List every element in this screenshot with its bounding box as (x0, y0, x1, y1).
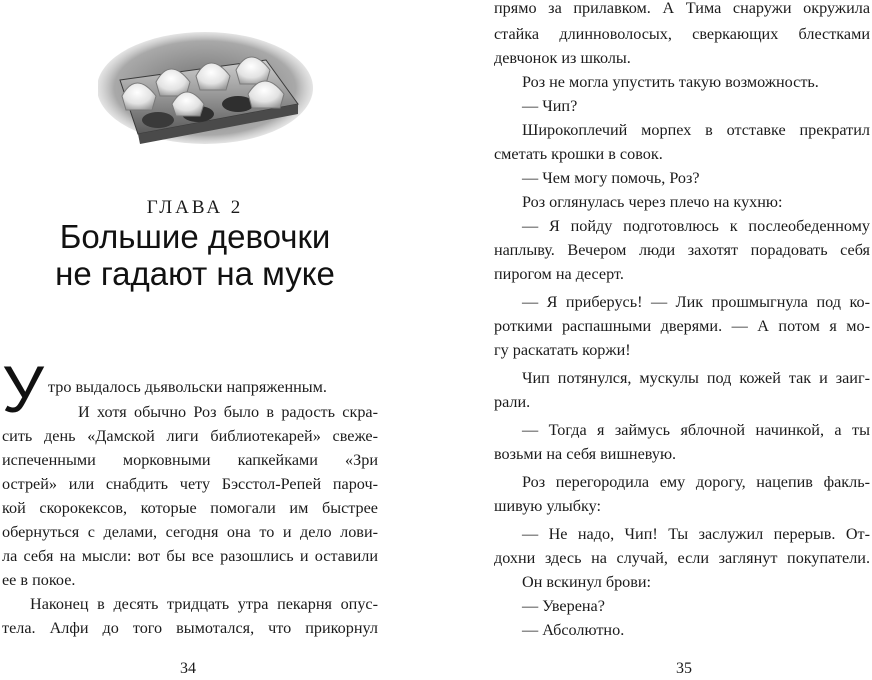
text-line: ла себя на мысли: вот бы все разошлись и оставили (2, 547, 378, 565)
text-line: Широкоплечий морпех в отставке прекратил (522, 121, 870, 139)
page-number: 34 (180, 660, 196, 677)
text-line: — Абсолютно. (522, 621, 625, 639)
text-line: — Не надо, Чип! Ты заслужил перерыв. От- (522, 525, 870, 543)
text-line: острей» или снабдить чету Бэсстол-Репей пароч- (2, 475, 378, 493)
text-line: рали. (494, 393, 531, 411)
chapter-title-line: не гадают на муке (55, 255, 335, 292)
text-line: гу раскатать коржи! (494, 341, 631, 359)
text-line: наплыву. Вечером люди захотят порадовать себя (494, 241, 870, 259)
text-line: кой скорокексов, которые помогали им быстрее (2, 499, 378, 517)
text-line: — Чем могу помочь, Роз? (522, 169, 700, 187)
text-line: дохни здесь на случай, если заглянут покупатели. (494, 549, 870, 567)
text-line: И хотя обычно Роз было в радость скра- (78, 403, 378, 421)
text-line: пирогом на десерт. (494, 265, 624, 283)
text-line: Наконец в десять тридцать утра пекарня опус- (30, 595, 378, 613)
chapter-title-line: Большие девочки (59, 218, 331, 255)
text-line: — Уверена? (522, 597, 605, 615)
right-page (436, 0, 872, 680)
text-line: сить день «Дамской лиги библиотекарей» свеже- (2, 427, 378, 445)
text-line: Роз оглянулась через плечо на кухню: (522, 193, 783, 211)
text-line: — Тогда я займусь яблочной начинкой, а ты (522, 421, 870, 439)
text-line: сметать крошки в совок. (494, 145, 663, 163)
text-line: стайка длинноволосых, сверкающих блестками (494, 25, 870, 43)
text-line: роткими распашными дверями. — А потом я мо- (494, 317, 870, 335)
text-line: девчонок из школы. (494, 49, 631, 67)
text-line: обернуться с делами, сегодня она то и дело лови- (2, 523, 378, 541)
text-line: — Я пойду подготовлюсь к послеобеденному (522, 217, 870, 235)
text-line: Роз не могла упустить такую возможность. (522, 73, 819, 91)
text-line: прямо за прилавком. А Тима снаружи окружила (494, 0, 870, 17)
text-line: Он вскинул брови: (522, 573, 652, 591)
text-line: тела. Алфи до того вымотался, что прикорнул (2, 619, 378, 637)
text-line: — Я приберусь! — Лик прошмыгнула под ко- (522, 293, 870, 311)
drop-cap: У (2, 352, 44, 426)
text-line: — Чип? (522, 97, 578, 115)
text-line: шивую улыбку: (494, 497, 602, 515)
text-line: Чип потянулся, мускулы под кожей так и заиг- (522, 369, 870, 387)
text-line: испеченными морковными капкейками «Зри (2, 451, 378, 469)
page-number: 35 (676, 660, 692, 677)
text-line: тро выдалось дьявольски напряженным. (48, 378, 327, 396)
chapter-label: ГЛАВА 2 (146, 197, 244, 218)
text-line: возьми на себя вишневую. (494, 445, 677, 463)
right-body-text (436, 0, 872, 680)
text-line: ее в покое. (2, 571, 76, 589)
text-line: Роз перегородила ему дорогу, нацепив факль- (522, 473, 870, 491)
